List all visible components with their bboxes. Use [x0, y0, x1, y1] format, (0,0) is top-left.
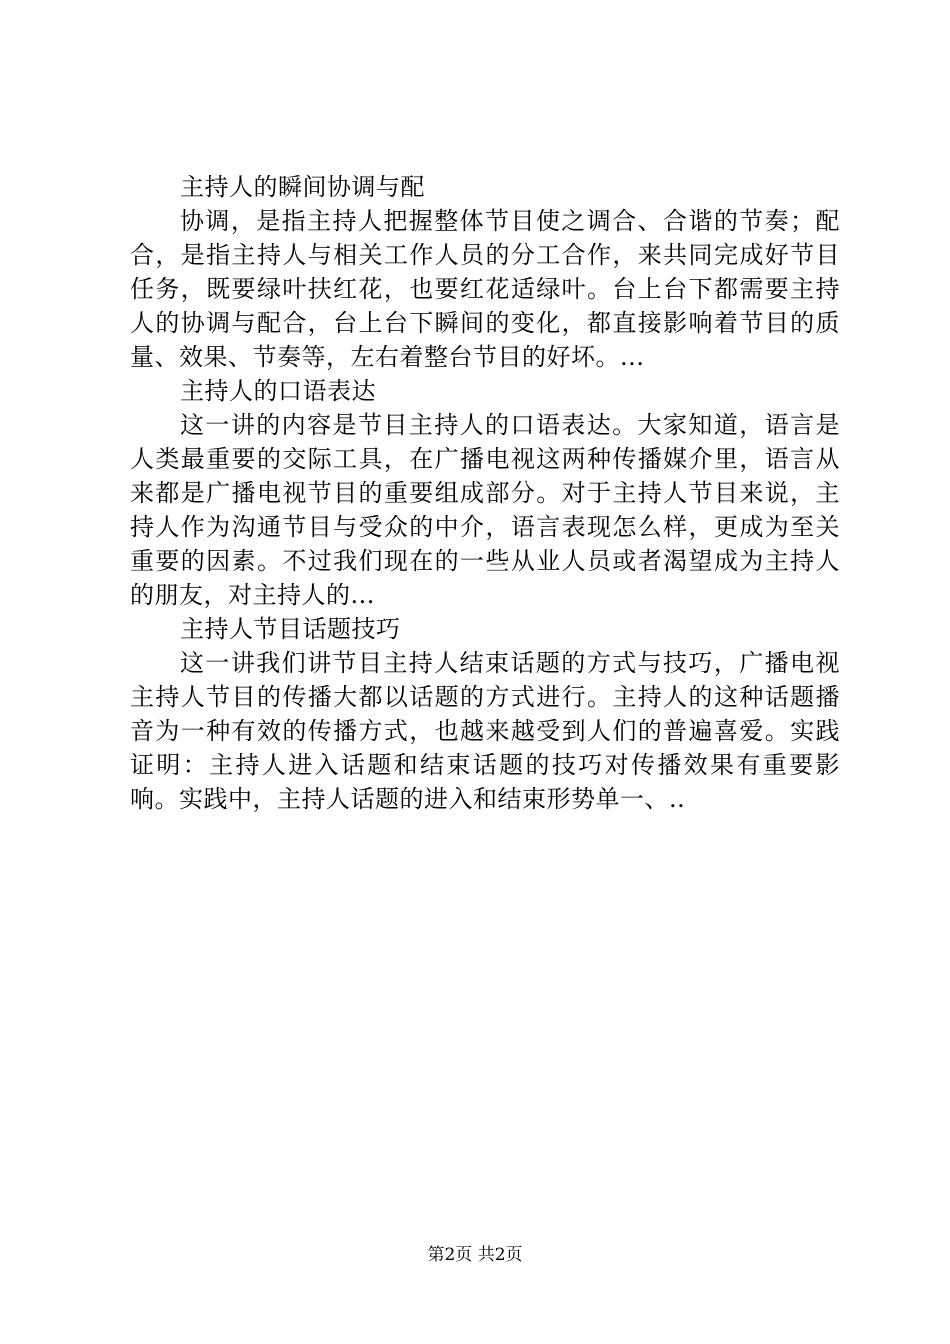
- page-number-footer: 第2页 共2页: [427, 1245, 523, 1265]
- section-coordination: [130, 170, 840, 374]
- section-heading: 主持人的口语表达: [180, 377, 376, 405]
- document-content: [130, 170, 840, 816]
- section-paragraph: 这一讲的内容是节目主持人的口语表达。大家知道，语言是人类最重要的交际工具，在广播电视这两种传播媒介里，语言从来都是广播电视节目的重要组成部分。对于主持人节目来说，主持人作为沟通节目与受众的中介，语言表现怎么样，更成为至关重要的因素。不过我们现在的一些从业人员或者渴望成为主持人的朋友，对主持人的...: [130, 411, 840, 609]
- section-topic-skills: [130, 612, 840, 816]
- section-paragraph: 这一讲我们讲节目主持人结束话题的方式与技巧，广播电视主持人节目的传播大都以话题的方式进行。主持人的这种话题播音为一种有效的传播方式，也越来越受到人们的普遍喜爱。实践证明：主持人进入话题和结束话题的技巧对传播效果有重要影响。实践中，主持人话题的进入和结束形势单一、..: [130, 649, 840, 813]
- section-oral-expression: [130, 374, 840, 612]
- section-heading: 主持人节目话题技巧: [180, 615, 401, 643]
- section-paragraph: 协调，是指主持人把握整体节目使之调合、合谐的节奏；配合，是指主持人与相关工作人员的分工合作，来共同完成好节目任务，既要绿叶扶红花，也要红花适绿叶。台上台下都需要主持人的协调与配合，台上台下瞬间的变化，都直接影响着节目的质量、效果、节奏等，左右着整台节目的好坏。...: [130, 207, 840, 371]
- section-heading: 主持人的瞬间协调与配: [180, 173, 425, 201]
